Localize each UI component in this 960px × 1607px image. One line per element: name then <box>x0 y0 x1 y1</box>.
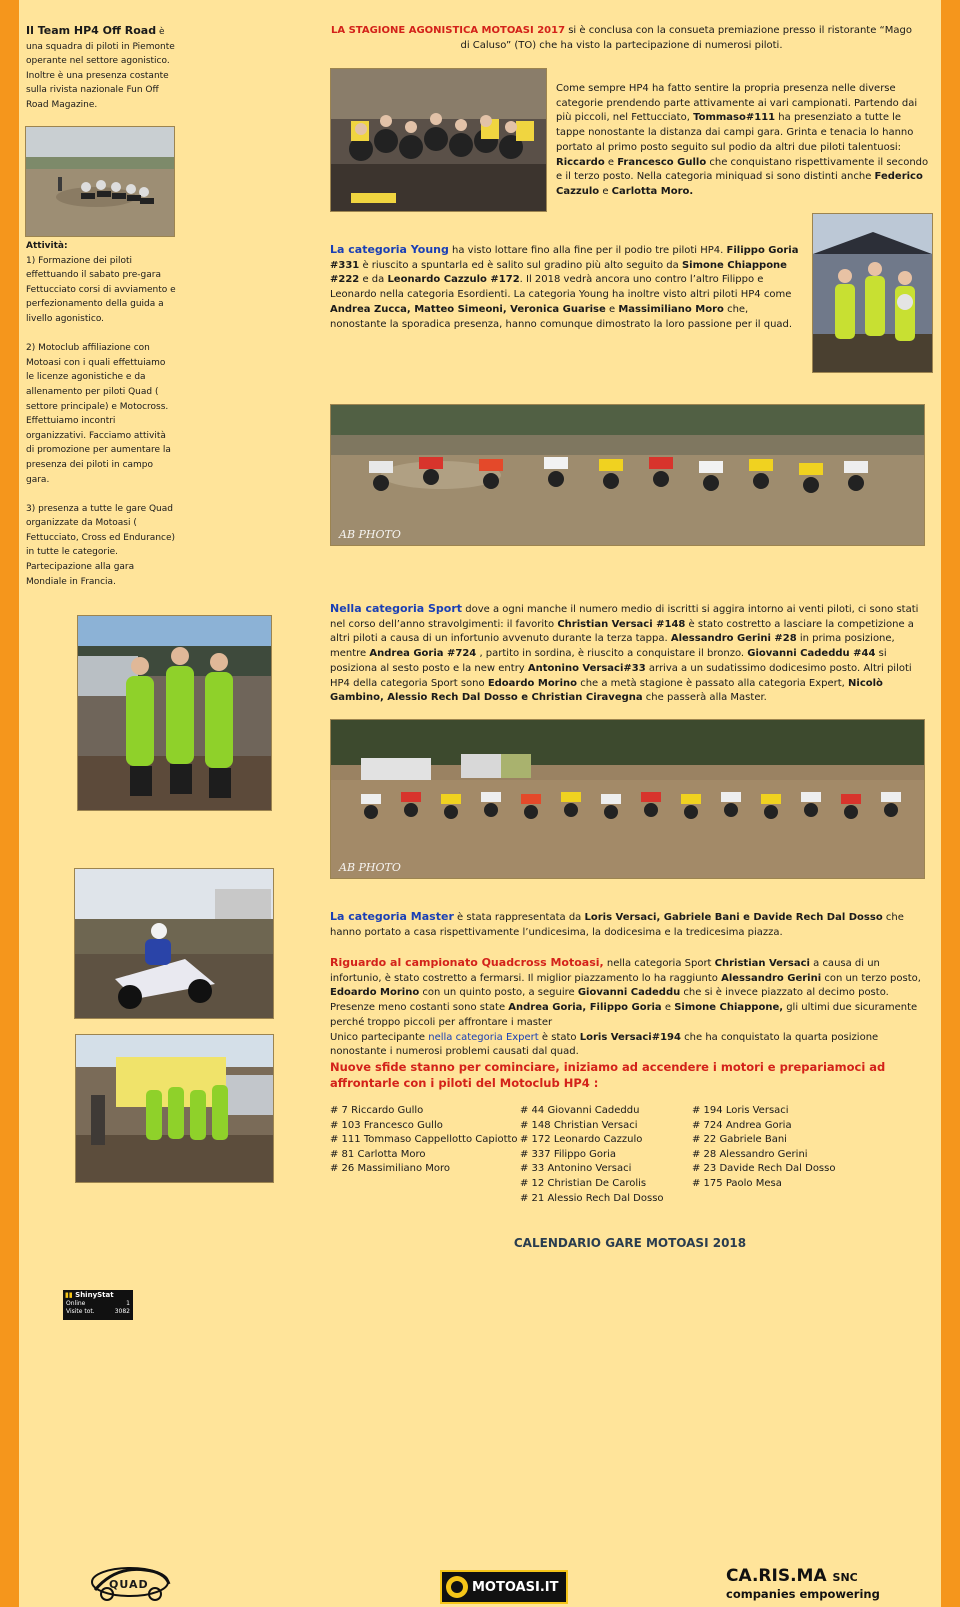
left-border <box>0 0 19 1607</box>
counter-brand: ShinyStat <box>75 1291 114 1299</box>
roster-entry: # 111 Tommaso Cappellotto Capiotto <box>330 1134 518 1146</box>
sport-text-6: arriva a un sudatissimo dodicesimo posto. Altri piloti HP4 della categoria Sport sono <box>330 662 912 689</box>
roster-column-2 <box>520 1104 690 1206</box>
activity-2: 2) Motoclub affiliazione con Motoasi con i quali effettuiamo le licenze agonistiche e da allenamento per piloti Quad ( settore principale) e Motocross. Effettuiamo incontri organizzativi. Facciamo attività di promozione per aumentare la presenza dei piloti in campo gara. <box>26 343 171 485</box>
p1-bold-4: Federico Cazzulo <box>556 171 923 197</box>
carisma-snc: SNC <box>832 1571 858 1584</box>
season-intro-text: si è conclusa con la consueta premiazione presso il ristorante “Mago di Caluso” (TO) che ha visto la partecipazione di numerosi piloti. <box>460 25 912 51</box>
sport-text-2: è stato costretto a lasciare la competizione a altri piloti a causa di un infortunio avvenuto durante la terza tappa. <box>330 618 914 645</box>
photo-practice-track <box>25 126 175 237</box>
sport-bold-7: Nicolò Gambino, Alessio Rech Dal Dosso e Christian Ciravegna <box>330 677 883 704</box>
photo-credit-2: AB PHOTO <box>339 861 401 874</box>
paragraph-master <box>330 910 923 940</box>
photo-awards-group <box>330 68 547 212</box>
roster-entry: # 12 Christian De Carolis <box>520 1177 647 1189</box>
qc-bold-3: Edoardo Morino <box>330 987 420 999</box>
photo-credit-1: AB PHOTO <box>339 528 401 541</box>
sidebar-intro <box>26 24 176 113</box>
shiny-team-quad-logo[interactable] <box>85 1560 175 1604</box>
photo-race-start-2 <box>330 719 925 879</box>
photo-quad-jump <box>74 868 274 1019</box>
roster-column-3 <box>692 1104 892 1192</box>
season-intro <box>330 24 913 53</box>
qc-text-2: a causa di un infortunio, è stato costretto a fermarsi. Il miglior piazzamento lo ha raggiunto <box>330 958 880 984</box>
young-heading: La categoria Young <box>330 243 449 256</box>
master-text-1: è stata rappresentata da <box>453 912 585 923</box>
photo-team-riders <box>77 615 272 811</box>
sport-text-1: dove a ogni manche il numero medio di iscritti si aggira intorno ai venti piloti, ci sono stati nel corso dell’anno stravolgimenti: il favorito <box>330 604 919 630</box>
activity-1: 1) Formazione dei piloti effettuando il sabato pre-gara Fettucciato corsi di avviamento e perfezionamento della guida a livello agonistico. <box>26 255 176 324</box>
p1-text-1: Come sempre HP4 ha fatto sentire la propria presenza nelle diverse categorie prendendo parte attivamente ai vari campionati. Partendo dai più piccoli, nel Fettucciato, <box>556 83 918 124</box>
qc-text-9: è stato <box>538 1031 580 1043</box>
right-border <box>941 0 960 1607</box>
counter-icon: ▮▮ <box>65 1291 73 1299</box>
quadcross-heading: Riguardo al campionato Quadcross Motoasi, <box>330 956 604 969</box>
visit-counter[interactable] <box>63 1290 133 1320</box>
sport-text-5: si posiziona al sesto posto e la new entry <box>330 648 887 674</box>
young-bold-4: Andrea Zucca, Matteo Simeoni, Veronica Guarise <box>330 303 606 315</box>
motoasi-logo[interactable] <box>440 1570 568 1604</box>
counter-online-value: 1 <box>126 1300 130 1307</box>
p1-bold-1: Tommaso#111 <box>693 112 776 124</box>
paragraph-sport <box>330 602 923 706</box>
quad-logo-text: QUAD <box>109 1578 149 1591</box>
young-text-6: che, nonostante la sporadica presenza, hanno comunque dimostrato la loro passione per il quad. <box>330 303 793 330</box>
p1-bold-5: Carlotta Moro. <box>611 185 694 197</box>
carisma-tagline: companies empowering <box>726 1587 880 1601</box>
p1-text-5: e <box>599 185 612 197</box>
paragraph-fettucciato <box>556 82 933 200</box>
qc-text-7: gli ultimi due sicuramente perché troppo piccoli per affrontare i master <box>330 1002 918 1028</box>
roster-entry: # 81 Carlotta Moro <box>330 1148 426 1160</box>
roster-entry: # 22 Gabriele Bani <box>692 1134 787 1146</box>
qc-bold-9: Loris Versaci#194 <box>579 1031 681 1043</box>
master-text-2: che hanno portato a casa rispettivamente l’undicesima, la dodicesima e la tredicesima piazza. <box>330 912 904 938</box>
sidebar-title: Il Team HP4 Off Road <box>26 24 157 37</box>
challenge-heading: Nuove sfide stanno per cominciare, iniziamo ad accendere i motori e prepariamoci ad affrontarle con i piloti del Motoclub HP4 : <box>330 1060 886 1090</box>
sport-text-8: che passerà alla Master. <box>642 692 767 704</box>
counter-visits-value: 3082 <box>114 1308 130 1315</box>
roster-entry: # 21 Alessio Rech Dal Dosso <box>520 1192 664 1204</box>
activity-3: 3) presenza a tutte le gare Quad organizzate da Motoasi ( Fettucciato, Cross ed Endurance) in tutte le categorie. Partecipazione alla gara Mondiale in Francia. <box>26 503 176 587</box>
sport-bold-1: Christian Versaci #148 <box>557 618 686 630</box>
activities-heading: Attività: <box>26 241 68 251</box>
calendar-heading[interactable]: CALENDARIO GARE MOTOASI 2018 <box>513 1236 747 1250</box>
sport-bold-4: Giovanni Cadeddu #44 <box>747 648 876 660</box>
qc-bold-5: Andrea Goria, Filippo Goria <box>508 1002 662 1014</box>
p1-text-2: ha presenziato a tutte le tappe nonostante la distanza dai campi gara. Grinta e tenacia lo hanno portato al primo posto seguito sul podio da altri due piloti talentuosi: <box>556 112 914 153</box>
sport-text-4: , partito in sordina, è riuscito a conquistare il bronzo. <box>476 648 748 660</box>
roster-entry: # 175 Paolo Mesa <box>692 1177 782 1189</box>
sport-text-7: che a metà stagione è passato alla categoria Expert, <box>577 677 849 689</box>
young-text-3: e da <box>359 274 388 286</box>
qc-text-4: con un quinto posto, a seguire <box>419 987 578 999</box>
motoasi-wheel-icon <box>446 1576 468 1598</box>
young-text-2: è riuscito a spuntarla ed è salito sul gradino più alto seguito da <box>359 259 682 271</box>
roster-entry: # 337 Filippo Goria <box>520 1148 617 1160</box>
qc-text-10: che ha conquistato la quarta posizione nonostante i numerosi problemi causati dal quad. <box>330 1031 879 1058</box>
roster-entry: # 33 Antonino Versaci <box>520 1163 632 1175</box>
qc-bold-2: Alessandro Gerini <box>721 972 822 984</box>
qc-text-6: e <box>661 1002 675 1014</box>
sidebar-activities <box>26 239 176 589</box>
roster-entry: # 28 Alessandro Gerini <box>692 1148 808 1160</box>
roster-entry: # 194 Loris Versaci <box>692 1105 789 1116</box>
young-text-4: . Il 2018 vedrà ancora uno contro l’altro Filippo e Leonardo nella categoria Esordienti. La categoria Young ha inoltre visto altri piloti HP4 come <box>330 274 792 301</box>
young-bold-2: Simone Chiappone #222 <box>330 259 787 286</box>
paragraph-young <box>330 243 802 332</box>
young-bold-5: Massimiliano Moro <box>618 303 724 315</box>
roster-entry: # 23 Davide Rech Dal Dosso <box>692 1163 836 1175</box>
young-text-5: e <box>605 303 619 315</box>
sport-text-3: in prima posizione, mentre <box>330 633 895 660</box>
photo-young-podium <box>812 213 933 373</box>
qc-text-1: nella categoria Sport <box>603 958 715 969</box>
qc-expert-link: nella categoria Expert <box>428 1031 539 1043</box>
photo-race-start-1 <box>330 404 925 546</box>
sport-heading: Nella categoria Sport <box>330 602 463 615</box>
sport-bold-3: Andrea Goria #724 <box>369 648 477 660</box>
young-bold-1: Filippo Goria #331 <box>330 245 799 271</box>
roster-entry: # 172 Leonardo Cazzulo <box>520 1134 643 1146</box>
counter-visits-label: Visite tot. <box>66 1308 95 1315</box>
sidebar-intro-text: è una squadra di piloti in Piemonte operante nel settore agonistico. Inoltre è una presenza costante sulla rivista nazionale Fun Off Road Magazine. <box>26 27 175 110</box>
sport-bold-5: Antonino Versaci#33 <box>527 662 646 674</box>
motoasi-logo-text: MOTOASI.IT <box>472 1579 559 1595</box>
young-text-1: ha visto lottare fino alla fine per il podio tre piloti HP4. <box>448 245 727 256</box>
p1-bold-2: Riccardo <box>556 156 605 168</box>
paragraph-quadcross <box>330 956 923 1060</box>
roster-entry: # 103 Francesco Gullo <box>330 1119 443 1131</box>
qc-bold-6: Simone Chiappone, <box>674 1002 784 1014</box>
carisma-name: CA.RIS.MA <box>726 1566 827 1586</box>
qc-bold-4: Giovanni Cadeddu <box>577 987 681 999</box>
roster-entry: # 148 Christian Versaci <box>520 1119 638 1131</box>
roster-entry: # 44 Giovanni Cadeddu <box>520 1105 640 1116</box>
sport-bold-6: Edoardo Morino <box>487 677 578 689</box>
roster-entry: # 724 Andrea Goria <box>692 1119 792 1131</box>
p1-bold-3: Francesco Gullo <box>617 156 707 168</box>
sport-bold-2: Alessandro Gerini #28 <box>670 633 797 645</box>
roster-column-1 <box>330 1104 520 1177</box>
master-bold-1: Loris Versaci, Gabriele Bani e Davide Rech Dal Dosso <box>584 912 883 923</box>
photo-team-van <box>75 1034 274 1183</box>
carisma-logo[interactable] <box>726 1567 896 1603</box>
qc-text-8: Unico partecipante <box>330 1031 429 1043</box>
master-heading: La categoria Master <box>330 910 454 923</box>
counter-online-label: Online <box>66 1300 86 1307</box>
p1-text-4: che conquistano rispettivamente il secondo e il terzo posto. Nella categoria miniquad si sono distinti anche <box>556 156 929 183</box>
young-bold-3: Leonardo Cazzulo #172 <box>387 274 520 286</box>
season-highlight: LA STAGIONE AGONISTICA MOTOASI 2017 <box>331 25 566 36</box>
qc-text-5: che si è invece piazzato al decimo posto. Presenze meno costanti sono state <box>330 987 889 1014</box>
qc-bold-1: Christian Versaci <box>714 958 810 969</box>
qc-text-3: con un terzo posto, <box>821 972 921 984</box>
p1-text-3: e <box>604 156 618 168</box>
roster-entry: # 7 Riccardo Gullo <box>330 1105 424 1116</box>
roster-entry: # 26 Massimiliano Moro <box>330 1163 451 1175</box>
